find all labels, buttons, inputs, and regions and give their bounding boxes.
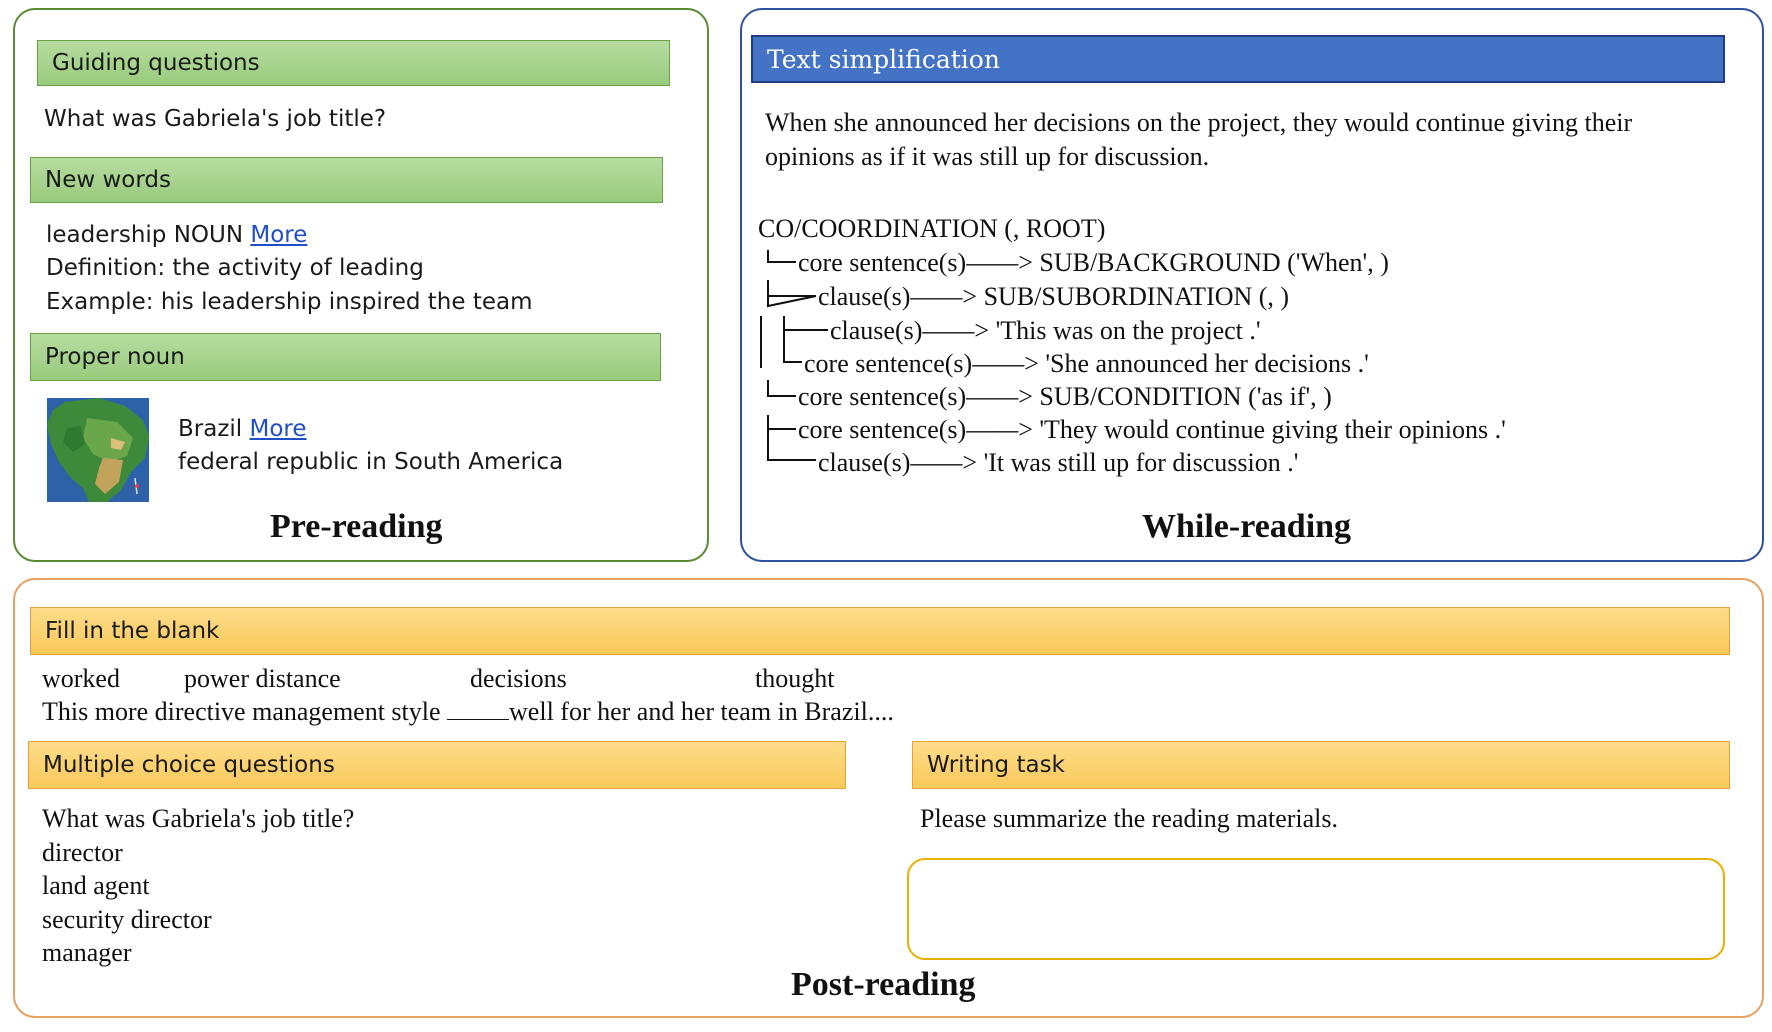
tree-node-5-value: SUB/CONDITION ('as if', ) <box>1039 382 1332 411</box>
fill-sentence <box>42 697 894 727</box>
new-word-definition: Definition: the activity of leading <box>46 255 424 281</box>
tree-node-7 <box>818 446 1298 479</box>
post-reading-title: Post-reading <box>791 966 976 1003</box>
tree-node-3-label: clause(s) <box>830 316 923 345</box>
proper-noun-entry <box>178 413 307 446</box>
new-word-entry <box>46 219 307 252</box>
tree-node-3-value: 'This was on the project .' <box>995 316 1261 345</box>
new-words-header <box>30 157 663 203</box>
tree-arrow: ——> <box>966 415 1040 444</box>
fill-option-1[interactable]: worked <box>42 664 120 693</box>
tree-node-2-value: SUB/SUBORDINATION (, ) <box>983 282 1290 311</box>
fill-sentence-before: This more directive management style <box>42 697 441 726</box>
tree-node-1-label: core sentence(s) <box>798 248 967 277</box>
fill-option-4[interactable]: thought <box>755 664 835 693</box>
fill-blank-header <box>30 607 1730 655</box>
tree-arrow: ——> <box>966 248 1040 277</box>
brazil-map-image <box>47 398 149 502</box>
new-words-header-label: New words <box>45 167 171 193</box>
tree-arrow: ——> <box>910 282 984 311</box>
tree-root: CO/COORDINATION (, ROOT) <box>758 214 1106 243</box>
original-sentence-line1: When she announced her decisions on the project, they would continue giving their <box>765 108 1633 137</box>
while-reading-title: While-reading <box>1142 508 1352 545</box>
writing-task-header <box>912 741 1730 789</box>
tree-node-6 <box>798 413 1506 446</box>
tree-arrow: ——> <box>972 349 1046 378</box>
new-word-term: leadership NOUN <box>46 222 244 248</box>
tree-node-5-label: core sentence(s) <box>798 382 967 411</box>
writing-answer-box[interactable] <box>907 858 1725 960</box>
fill-blank-header-label: Fill in the blank <box>45 618 220 644</box>
guiding-question-text: What was Gabriela's job title? <box>44 106 387 132</box>
original-sentence-line2: opinions as if it was still up for discussion. <box>765 142 1210 171</box>
tree-arrow: ——> <box>910 448 984 477</box>
tree-node-2-label: clause(s) <box>818 282 911 311</box>
mcq-header <box>28 741 846 789</box>
fill-option-3[interactable]: decisions <box>470 664 567 693</box>
tree-node-6-value: 'They would continue giving their opinions .' <box>1039 415 1506 444</box>
fill-blank-slot[interactable] <box>447 697 509 720</box>
tree-node-1-value: SUB/BACKGROUND ('When', ) <box>1039 248 1389 277</box>
proper-noun-header-label: Proper noun <box>45 344 185 370</box>
mcq-header-label: Multiple choice questions <box>43 752 335 778</box>
tree-node-2 <box>818 280 1289 313</box>
tree-node-7-value: 'It was still up for discussion .' <box>983 448 1299 477</box>
mcq-choice-3[interactable]: security director <box>42 905 212 934</box>
tree-node-1 <box>798 246 1389 279</box>
tree-node-6-label: core sentence(s) <box>798 415 967 444</box>
writing-prompt: Please summarize the reading materials. <box>920 804 1339 833</box>
text-simplification-header-label: Text simplification <box>767 44 1000 74</box>
brazil-map-graphic <box>47 398 149 502</box>
tree-arrow: ——> <box>922 316 996 345</box>
text-simplification-header <box>751 35 1725 83</box>
tree-node-4 <box>804 347 1369 380</box>
fill-option-2[interactable]: power distance <box>184 664 341 693</box>
pre-reading-title: Pre-reading <box>270 508 443 545</box>
tree-node-4-label: core sentence(s) <box>804 349 973 378</box>
mcq-choice-1[interactable]: director <box>42 838 123 867</box>
proper-noun-name: Brazil <box>178 416 243 442</box>
proper-noun-more-link[interactable]: More <box>249 416 307 442</box>
fill-sentence-after: well for her and her team in Brazil.... <box>509 697 894 726</box>
mcq-choice-4[interactable]: manager <box>42 938 132 967</box>
new-word-more-link[interactable]: More <box>250 222 308 248</box>
guiding-questions-header-label: Guiding questions <box>52 50 260 76</box>
writing-task-header-label: Writing task <box>927 752 1065 778</box>
tree-node-7-label: clause(s) <box>818 448 911 477</box>
tree-node-5 <box>798 380 1332 413</box>
proper-noun-description: federal republic in South America <box>178 449 564 475</box>
tree-node-4-value: 'She announced her decisions .' <box>1045 349 1369 378</box>
new-word-example: Example: his leadership inspired the team <box>46 289 533 315</box>
mcq-question: What was Gabriela's job title? <box>42 804 355 833</box>
simplification-tree <box>758 210 1658 480</box>
tree-arrow: ——> <box>966 382 1040 411</box>
guiding-questions-header <box>37 40 670 86</box>
mcq-choice-2[interactable]: land agent <box>42 871 150 900</box>
proper-noun-header <box>30 333 661 381</box>
tree-node-3 <box>830 314 1261 347</box>
